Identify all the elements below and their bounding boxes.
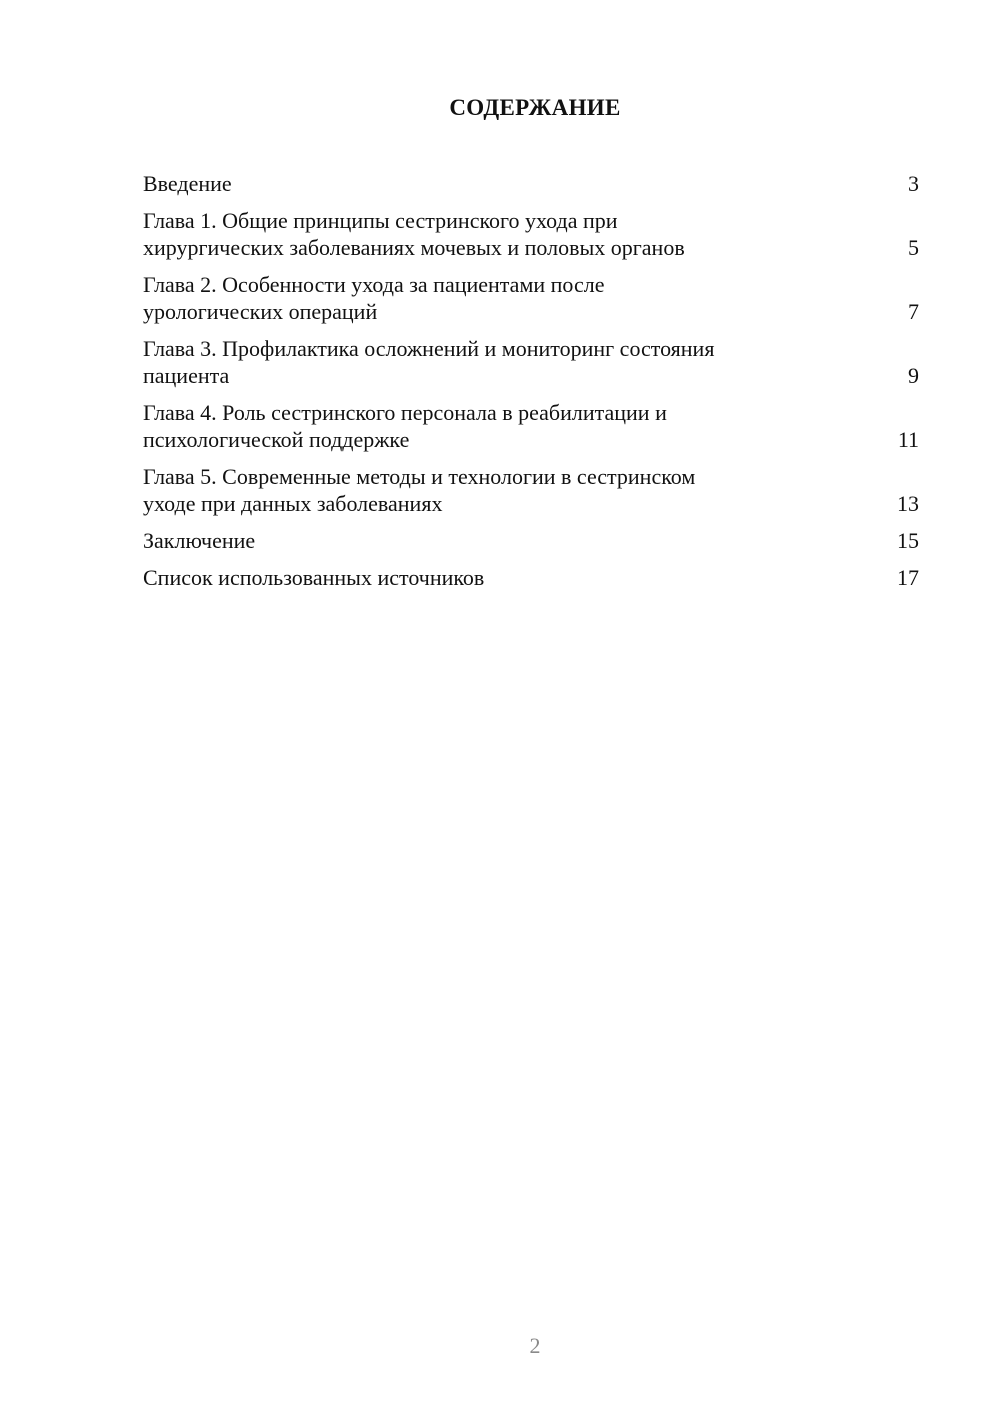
toc-entry-page: 15: [897, 528, 919, 553]
toc-entry-page: 7: [908, 299, 919, 324]
toc-entry-line-1: Глава 1. Общие принципы сестринского ухода при: [143, 208, 618, 233]
toc-title: СОДЕРЖАНИЕ: [449, 95, 621, 120]
toc-entry-text: [143, 335, 919, 389]
toc-entry-page: 3: [908, 171, 919, 196]
toc-entry-page: 17: [897, 565, 919, 590]
toc-entry-line-2: хирургических заболеваниях мочевых и половых органов: [143, 235, 685, 260]
toc-entry-chapter-3: [143, 335, 919, 389]
toc-entry-line-1: Глава 3. Профилактика осложнений и мониторинг состояния: [143, 336, 715, 361]
toc-entry-introduction: [143, 170, 919, 197]
toc-entry-references: [143, 564, 919, 591]
toc-entry-line-1: Глава 5. Современные методы и технологии в сестринском: [143, 464, 696, 489]
toc-entry-line-2: психологической поддержке: [143, 427, 410, 452]
toc-entry-page: 11: [897, 427, 919, 452]
page-number: 2: [529, 1333, 541, 1358]
toc-entry-line-1: Глава 4. Роль сестринского персонала в реабилитации и: [143, 400, 667, 425]
toc-entry-text: [143, 463, 919, 517]
toc-entry-text: Заключение: [143, 528, 256, 553]
toc-entry-line-2: уходе при данных заболеваниях: [143, 491, 443, 516]
toc-entry-chapter-5: [143, 463, 919, 517]
table-of-contents: [143, 170, 919, 601]
toc-entry-conclusion: [143, 527, 919, 554]
toc-entry-line-2: пациента: [143, 363, 230, 388]
toc-entry-text: [143, 399, 919, 453]
toc-entry-page: 13: [897, 491, 919, 516]
toc-entry-text: Список использованных источников: [143, 565, 485, 590]
toc-entry-page: 5: [908, 235, 919, 260]
toc-entry-line-1: Глава 2. Особенности ухода за пациентами после: [143, 272, 605, 297]
toc-entry-text: [143, 271, 919, 325]
toc-entry-line-2: урологических операций: [143, 299, 378, 324]
toc-entry-text: [143, 207, 919, 261]
toc-entry-text: Введение: [143, 171, 232, 196]
toc-entry-chapter-4: [143, 399, 919, 453]
toc-entry-chapter-2: [143, 271, 919, 325]
toc-entry-page: 9: [908, 363, 919, 388]
toc-entry-chapter-1: [143, 207, 919, 261]
